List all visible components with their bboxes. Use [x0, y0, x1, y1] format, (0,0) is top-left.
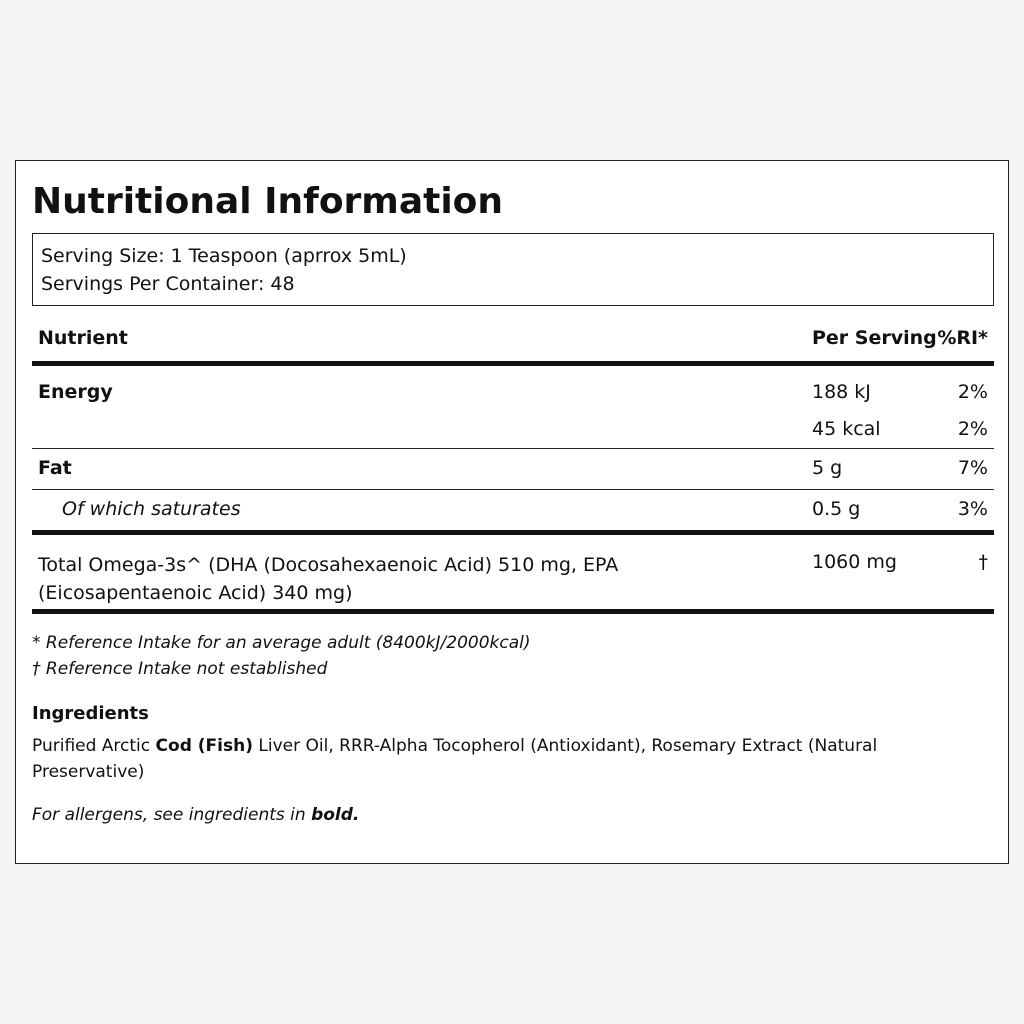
- per-serving-value: 1060 mg: [812, 551, 897, 573]
- servings-per-container: Servings Per Container: 48: [41, 273, 295, 295]
- nutrient-name: Of which saturates: [62, 498, 241, 520]
- allergen-ingredient: Cod (Fish): [155, 736, 253, 756]
- per-serving-value: 45 kcal: [812, 418, 881, 440]
- not-established-footnote: † Reference Intake not established: [32, 659, 328, 679]
- ingredients-text: [32, 733, 982, 785]
- nutrition-panel: [15, 160, 1009, 864]
- allergen-note-bold: bold.: [311, 805, 360, 825]
- ri-value: †: [978, 551, 988, 573]
- table-row: [32, 535, 994, 609]
- page-title: Nutritional Information: [32, 181, 504, 222]
- ingredients-part1: Purified Arctic: [32, 736, 156, 756]
- ingredients-heading: Ingredients: [32, 703, 149, 724]
- allergen-note: [32, 805, 359, 825]
- allergen-note-text: For allergens, see ingredients in: [32, 805, 312, 825]
- header-nutrient: Nutrient: [38, 327, 128, 349]
- nutrient-name: Fat: [38, 457, 72, 479]
- ri-footnote: * Reference Intake for an average adult (8400kJ/2000kcal): [32, 633, 531, 653]
- table-row: [32, 449, 994, 489]
- nutrient-name: Energy: [38, 381, 113, 403]
- ri-value: 2%: [957, 418, 988, 440]
- table-row: [32, 404, 994, 448]
- table-row: [32, 490, 994, 530]
- ri-value: 7%: [957, 457, 988, 479]
- ri-value: 2%: [957, 381, 988, 403]
- header-per-serving: Per Serving: [812, 327, 937, 349]
- per-serving-value: 5 g: [812, 457, 843, 479]
- table-header-row: [32, 319, 994, 361]
- nutrition-table: [32, 319, 994, 614]
- serving-info-box: [32, 233, 994, 306]
- divider-thick: [32, 609, 994, 614]
- per-serving-value: 0.5 g: [812, 498, 861, 520]
- nutrient-name: Total Omega-3s^ (DHA (Docosahexaenoic Acid) 510 mg, EPA (Eicosapentaenoic Acid) 340 mg): [38, 554, 619, 604]
- per-serving-value: 188 kJ: [812, 381, 871, 403]
- ingredients-part2: Liver Oil, RRR-Alpha Tocopherol (Antioxidant), Rosemary Extract (Natural Preservative): [32, 736, 878, 782]
- table-row: [32, 366, 994, 404]
- footnotes: [32, 630, 531, 682]
- ri-value: 3%: [957, 498, 988, 520]
- header-ri: %RI*: [937, 327, 988, 349]
- serving-size: Serving Size: 1 Teaspoon (aprrox 5mL): [41, 245, 407, 267]
